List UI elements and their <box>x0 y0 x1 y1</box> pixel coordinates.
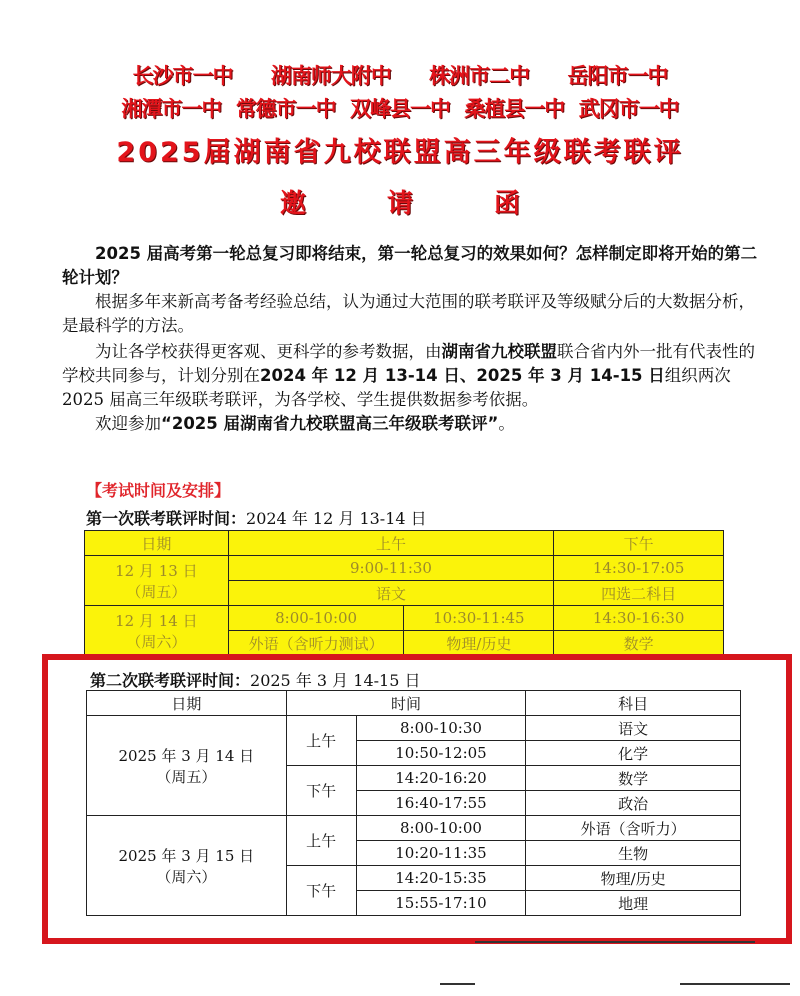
signature-line <box>475 941 755 943</box>
table-row: 2025 年 3 月 15 日 （周六） 上午 8:00-10:00 外语（含听力） <box>87 816 741 841</box>
table-row: 10:50-12:05 化学 <box>87 741 741 766</box>
table-row: 12 月 13 日 （周五） 9:00-11:30 14:30-17:05 <box>85 556 724 581</box>
signature-line <box>440 983 475 985</box>
table-row: 语文 四选二科目 <box>85 581 724 606</box>
school-name: 湖南师大附中 <box>270 64 391 88</box>
paragraph-method: 根据多年来新高考备考经验总结，认为通过大范围的联考联评及等级赋分后的大数据分析，是最科学的方法。 <box>62 292 755 335</box>
school-name: 湘潭市一中 <box>121 97 222 121</box>
school-list-row-1 <box>0 60 800 90</box>
second-exam-table <box>86 690 741 916</box>
school-name: 双峰县一中 <box>350 97 450 121</box>
table-row: 16:40-17:55 政治 <box>87 791 741 816</box>
signature-line <box>680 983 790 985</box>
second-exam-heading: 第二次联考联评时间：2025 年 3 月 14-15 日 <box>90 671 421 690</box>
table-row: 下午 14:20-16:20 数学 <box>87 766 741 791</box>
section-heading-schedule: 【考试时间及安排】 <box>86 481 231 500</box>
school-name: 常德市一中 <box>235 97 336 121</box>
school-name: 武冈市一中 <box>578 97 679 121</box>
school-name: 桑植县一中 <box>464 97 565 121</box>
table-row: 2025 年 3 月 14 日 （周五） 上午 8:00-10:30 语文 <box>87 716 741 741</box>
table-row: 外语（含听力测试） 物理/历史 数学 <box>85 631 724 656</box>
first-exam-heading: 第一次联考联评时间：2024 年 12 月 13-14 日 <box>86 509 427 528</box>
paragraph-plan: 为让各学校获得更客观、更科学的参考数据，由湖南省九校联盟联合省内外一批有代表性的学校共同参与，计划分别在2024 年 12 月 13-14 日、2025 年 3 月 14-15 日组织两次 2025 届高三年级联考联评，为各学校、学生提供数据参考依据。 <box>62 342 755 409</box>
school-name: 长沙市一中 <box>132 64 233 88</box>
paragraph-welcome: 欢迎参加“2025 届湖南省九校联盟高三年级联考联评”。 <box>95 414 515 433</box>
table-header-row: 日期 时间 科目 <box>87 691 741 716</box>
school-list-row-2 <box>0 93 800 123</box>
paragraph-intro: 2025 届高考第一轮总复习即将结束，第一轮总复习的效果如何？怎样制定即将开始的第二轮计划？ <box>62 244 758 287</box>
table-row: 12 月 14 日 （周六） 8:00-10:00 10:30-11:45 14:30-16:30 <box>85 606 724 631</box>
table-row: 15:55-17:10 地理 <box>87 891 741 916</box>
table-row: 下午 14:20-15:35 物理/历史 <box>87 866 741 891</box>
table-header-row: 日期 上午 下午 <box>85 531 724 556</box>
invitation-heading: 邀 请 函 <box>279 189 557 219</box>
first-exam-table <box>84 530 724 656</box>
school-name: 株洲市二中 <box>429 64 530 88</box>
document-title: 2025届湖南省九校联盟高三年级联考联评 <box>116 137 684 168</box>
school-name: 岳阳市一中 <box>567 64 668 88</box>
table-row: 10:20-11:35 生物 <box>87 841 741 866</box>
